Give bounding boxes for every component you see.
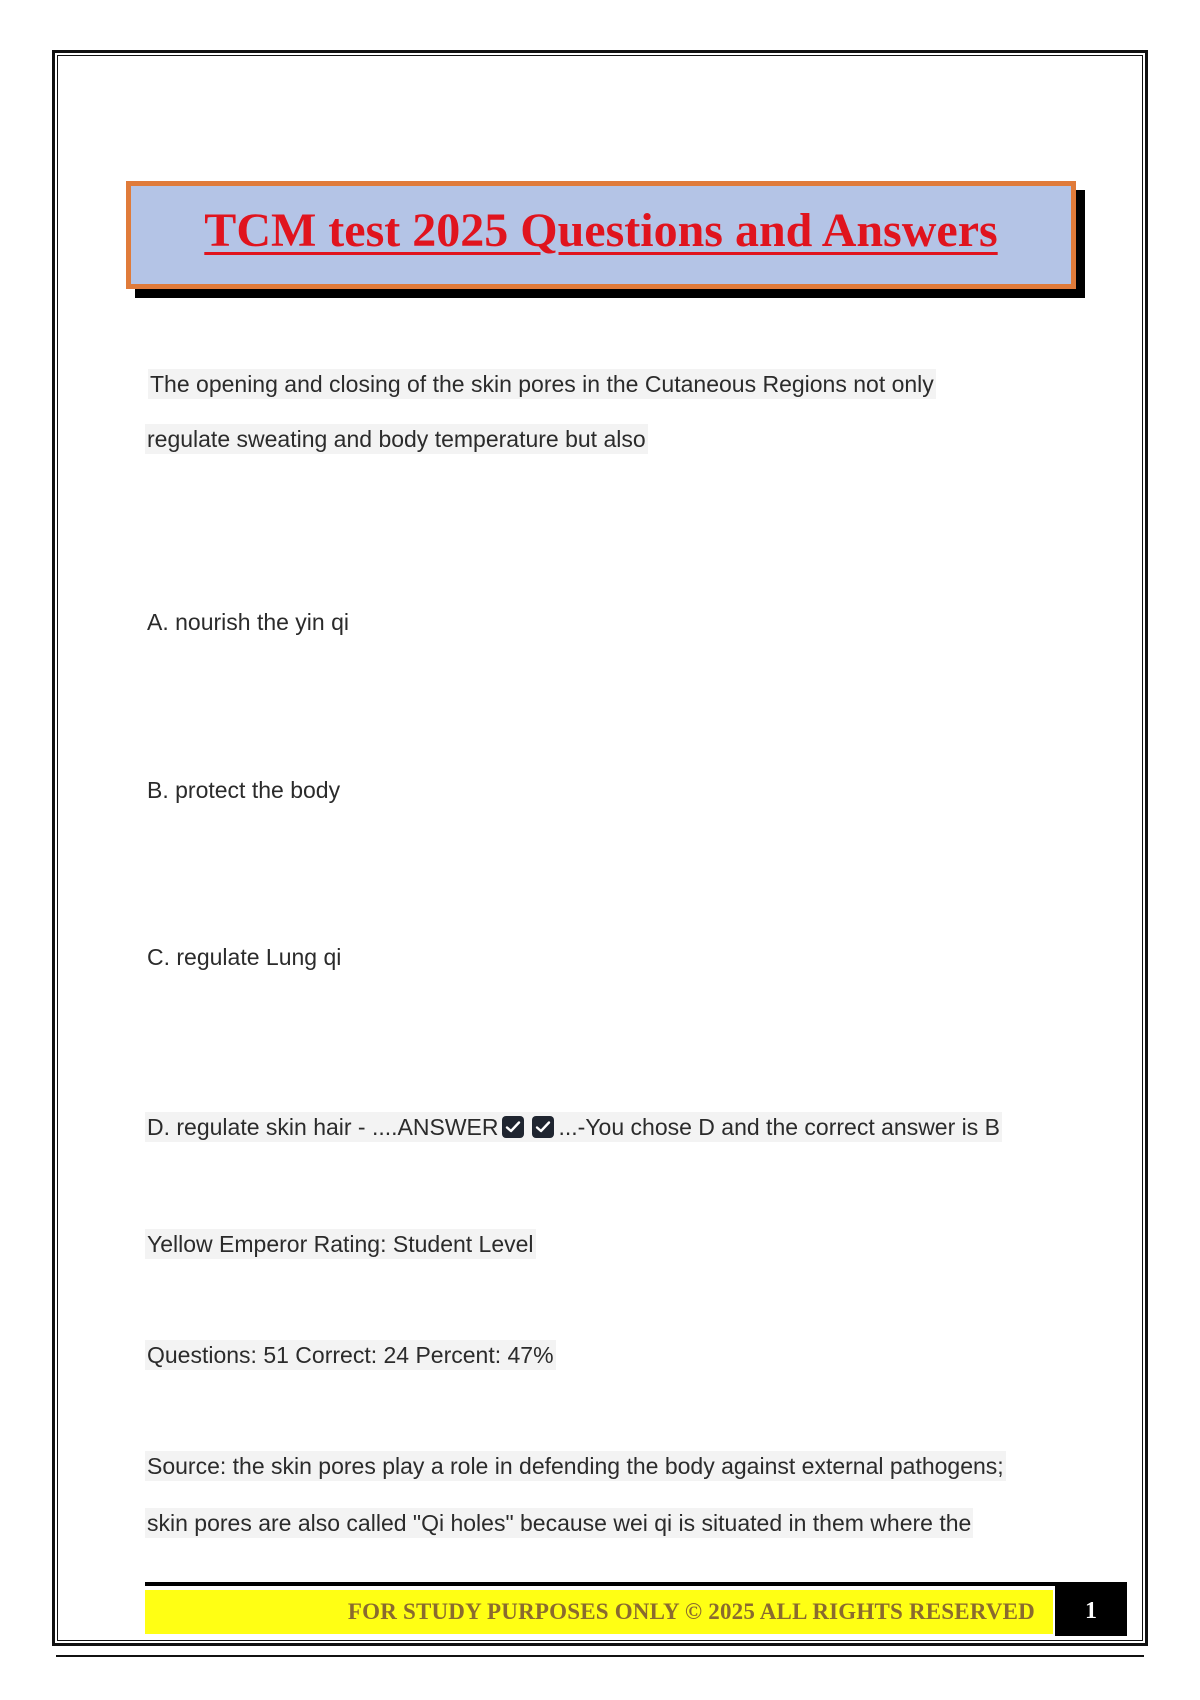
question-line-1: The opening and closing of the skin pores in the Cutaneous Regions not only bbox=[150, 371, 934, 397]
footer-rule bbox=[145, 1582, 1127, 1586]
source-line-2: skin pores are also called "Qi holes" because wei qi is situated in them where the bbox=[147, 1510, 972, 1536]
page-number: 1 bbox=[1085, 1597, 1097, 1624]
option-a: A. nourish the yin qi bbox=[147, 609, 350, 635]
footer-bar bbox=[145, 1590, 1053, 1634]
question-line-2: regulate sweating and body temperature but also bbox=[147, 426, 646, 452]
title-banner bbox=[126, 181, 1076, 289]
page-title: TCM test 2025 Questions and Answers bbox=[204, 203, 998, 257]
page-bottom-rule bbox=[56, 1655, 1144, 1657]
footer-text: FOR STUDY PURPOSES ONLY © 2025 ALL RIGHTS RESERVED bbox=[347, 1599, 1035, 1624]
stats-line: Questions: 51 Correct: 24 Percent: 47% bbox=[147, 1342, 554, 1368]
page-number-box bbox=[1055, 1586, 1127, 1636]
option-d-answer bbox=[145, 1112, 1002, 1142]
rating-line: Yellow Emperor Rating: Student Level bbox=[147, 1231, 534, 1257]
option-c: C. regulate Lung qi bbox=[147, 944, 342, 970]
check-box-icon bbox=[532, 1116, 554, 1138]
source-line-1: Source: the skin pores play a role in defending the body against external pathogens; bbox=[147, 1453, 1004, 1479]
option-d-text: D. regulate skin hair - ....ANSWER bbox=[147, 1114, 499, 1140]
option-b: B. protect the body bbox=[147, 777, 341, 803]
check-box-icon bbox=[502, 1116, 524, 1138]
answer-feedback: ...-You chose D and the correct answer is B bbox=[558, 1114, 1000, 1140]
